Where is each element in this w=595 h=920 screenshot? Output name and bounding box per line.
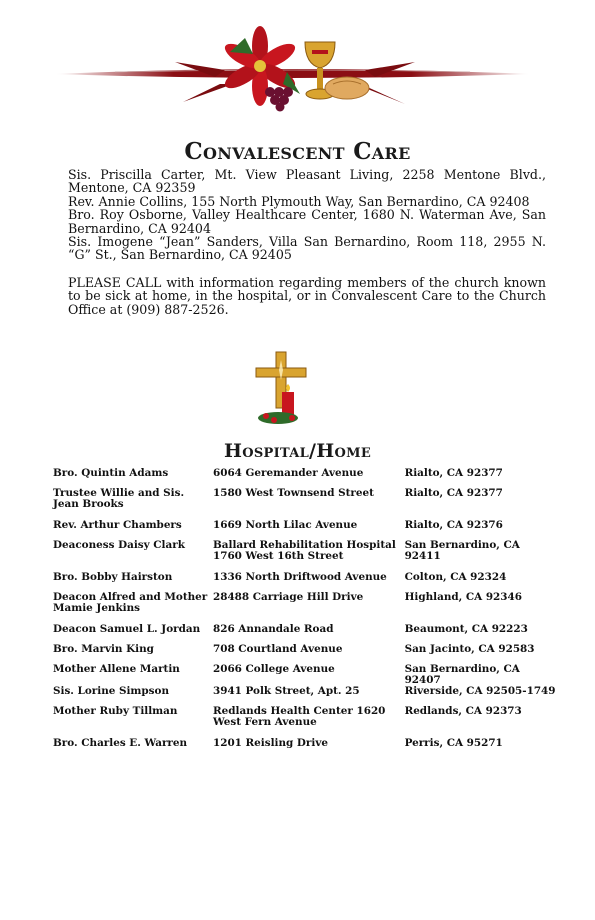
table-row xyxy=(53,540,563,572)
convalescent-care-list xyxy=(68,168,546,316)
hospital-home-table xyxy=(53,468,563,758)
member-address: 1580 West Townsend Street xyxy=(212,487,374,499)
member-address: 826 Annandale Road xyxy=(212,623,334,635)
member-name: Mother Ruby Tillman xyxy=(53,705,178,717)
cross-candle-icon xyxy=(252,350,310,426)
member-city: Beaumont, CA 92223 xyxy=(404,623,528,635)
call-notice: PLEASE CALL with information regarding members of the church known to be sick at home, in the hospital, or in Convalescent Care to the Church Office at (909) 887-2526. xyxy=(68,274,546,317)
care-entry: Bro. Roy Osborne, Valley Healthcare Center, 1680 N. Waterman Ave, San Bernardino, CA 92404 xyxy=(68,207,546,236)
table-row xyxy=(53,706,563,738)
member-city: Rialto, CA 92376 xyxy=(404,519,503,531)
convalescent-care-title: Convalescent Care xyxy=(184,138,411,165)
table-row xyxy=(53,468,563,488)
table-row xyxy=(53,664,563,686)
table-row xyxy=(53,644,563,664)
member-name: Trustee Willie and Sis. Jean Brooks xyxy=(53,487,185,510)
member-city: Riverside, CA 92505-1749 xyxy=(404,685,556,697)
member-address: 2066 College Avenue xyxy=(212,663,335,675)
poinsettia-chalice-bread-icon xyxy=(55,22,530,114)
table-row xyxy=(53,520,563,540)
member-city: Perris, CA 95271 xyxy=(404,737,503,749)
table-row xyxy=(53,488,563,520)
member-name: Mother Allene Martin xyxy=(53,663,180,675)
member-name: Rev. Arthur Chambers xyxy=(53,519,182,531)
member-city: Rialto, CA 92377 xyxy=(404,487,503,499)
member-address: 28488 Carriage Hill Drive xyxy=(212,591,364,603)
table-row xyxy=(53,572,563,592)
member-name: Deacon Samuel L. Jordan xyxy=(53,623,201,635)
table-row xyxy=(53,738,563,758)
member-city: Highland, CA 92346 xyxy=(404,591,522,603)
member-name: Deaconess Daisy Clark xyxy=(53,539,185,551)
member-address: Redlands Health Center 1620 West Fern Avenue xyxy=(212,705,386,728)
member-address: 1201 Reisling Drive xyxy=(212,737,328,749)
member-name: Bro. Quintin Adams xyxy=(53,467,169,479)
care-entry: Rev. Annie Collins, 155 North Plymouth Way, San Bernardino, CA 92408 xyxy=(68,193,530,209)
member-address: 6064 Geremander Avenue xyxy=(212,467,364,479)
member-city: San Bernardino, CA 92411 xyxy=(404,539,520,562)
member-address: 3941 Polk Street, Apt. 25 xyxy=(212,685,360,697)
member-name: Bro. Bobby Hairston xyxy=(53,571,173,583)
member-city: San Jacinto, CA 92583 xyxy=(404,643,535,655)
hospital-home-title: Hospital/Home xyxy=(223,440,372,462)
care-entry: Sis. Imogene “Jean” Sanders, Villa San Bernardino, Room 118, 2955 N. “G” St., San Bernardino, CA 92405 xyxy=(68,234,546,263)
member-address: Ballard Rehabilitation Hospital 1760 West 16th Street xyxy=(212,539,396,562)
table-row xyxy=(53,624,563,644)
member-address: 1669 North Lilac Avenue xyxy=(212,519,358,531)
member-city: Redlands, CA 92373 xyxy=(404,705,522,717)
table-row xyxy=(53,686,563,706)
member-city: Rialto, CA 92377 xyxy=(404,467,503,479)
member-city: San Bernardino, CA 92407 xyxy=(404,663,520,686)
member-name: Bro. Charles E. Warren xyxy=(53,737,188,749)
member-city: Colton, CA 92324 xyxy=(404,571,507,583)
care-entry: Sis. Priscilla Carter, Mt. View Pleasant Living, 2258 Mentone Blvd., Mentone, CA 92359 xyxy=(68,167,546,196)
member-address: 708 Courtland Avenue xyxy=(212,643,343,655)
member-name: Bro. Marvin King xyxy=(53,643,154,655)
member-name: Sis. Lorine Simpson xyxy=(53,685,170,697)
member-name: Deacon Alfred and Mother Mamie Jenkins xyxy=(53,591,208,614)
table-row xyxy=(53,592,563,624)
member-address: 1336 North Driftwood Avenue xyxy=(212,571,387,583)
